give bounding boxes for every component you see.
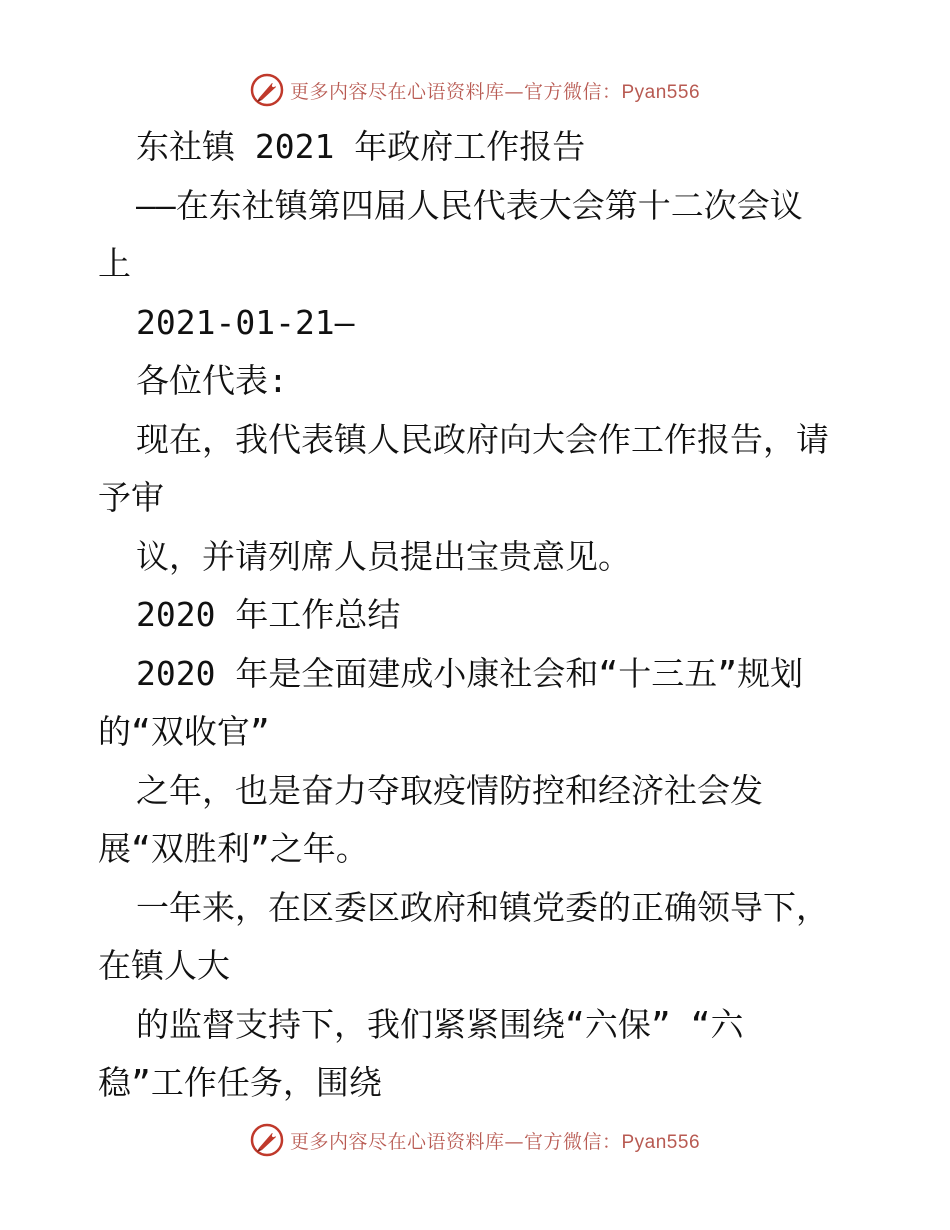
watermark-prefix: 更多内容尽在心语资料库—官方微信： bbox=[289, 1130, 622, 1153]
text-line: 东社镇 2021 年政府工作报告 bbox=[136, 127, 586, 166]
text-line: 予审 bbox=[98, 478, 164, 517]
text-line: 各位代表: bbox=[136, 361, 288, 400]
text-line: 议，并请列席人员提出宝贵意见。 bbox=[136, 536, 631, 576]
header-watermark bbox=[0, 70, 950, 110]
text-line: 现在，我代表镇人民政府向大会作工作报告，请 bbox=[136, 419, 829, 459]
watermark-prefix: 更多内容尽在心语资料库—官方微信： bbox=[289, 80, 622, 103]
pen-nib-logo-icon bbox=[250, 73, 284, 107]
text-line: 之年，也是奋力夺取疫情防控和经济社会发 bbox=[136, 770, 763, 810]
text-line: 的监督支持下，我们紧紧围绕“六保” “六 bbox=[136, 1004, 744, 1044]
text-line: 2020 年工作总结 bbox=[136, 595, 401, 634]
watermark-wechat-id: Pyan556 bbox=[621, 1131, 701, 1153]
text-line: 上 bbox=[98, 244, 131, 283]
text-line: 2020 年是全面建成小康社会和“十三五”规划 bbox=[136, 653, 804, 693]
text-line: 2021-01-21— bbox=[136, 302, 355, 342]
pen-nib-logo-icon bbox=[250, 1123, 284, 1157]
watermark-wechat-id: Pyan556 bbox=[621, 81, 701, 103]
text-line: 的“双收官” bbox=[98, 712, 270, 751]
text-line: 在镇人大 bbox=[98, 946, 230, 985]
document-body bbox=[98, 118, 858, 1113]
text-line: 展“双胜利”之年。 bbox=[98, 829, 369, 868]
text-line: 稳”工作任务，围绕 bbox=[98, 1063, 382, 1102]
footer-watermark bbox=[0, 1120, 950, 1160]
text-line: ——在东社镇第四届人民代表大会第十二次会议 bbox=[136, 185, 803, 225]
text-line: 一年来，在区委区政府和镇党委的正确领导下， bbox=[136, 887, 829, 927]
